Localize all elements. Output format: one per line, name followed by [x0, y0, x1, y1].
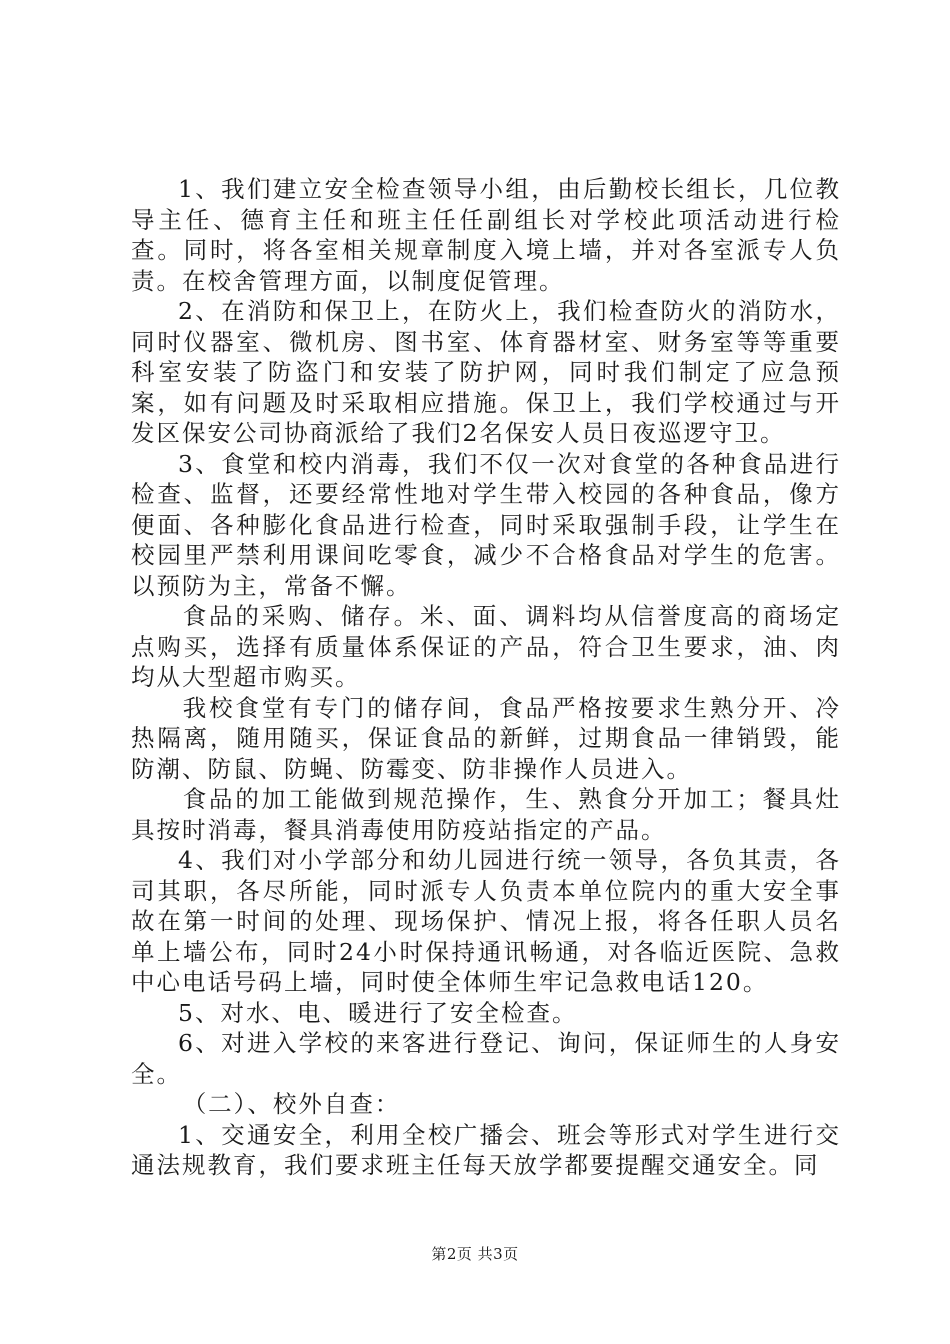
- paragraph-food-processing: 食品的加工能做到规范操作，生、熟食分开加工；餐具灶具按时消毒，餐具消毒使用防疫站指定的产品。: [131, 785, 841, 844]
- document-body: [131, 174, 841, 1181]
- paragraph-visitor-registration: 6、对进入学校的来客进行登记、询问，保证师生的人身安全。: [131, 1029, 841, 1088]
- section-heading-offcampus: （二）、校外自查：: [182, 1090, 401, 1118]
- paragraph-utilities-check: 5、对水、电、暖进行了安全检查。: [178, 998, 578, 1027]
- paragraph-food-storage: 我校食堂有专门的储存间，食品严格按要求生熟分开、冷热隔离，随用随买，保证食品的新鲜，过期食品一律销毁，能防潮、防鼠、防蝇、防霉变、防非操作人员进入。: [131, 693, 841, 783]
- paragraph-fire-security: 2、在消防和保卫上，在防火上，我们检查防火的消防水，同时仪器室、微机房、图书室、体育器材室、财务室等等重要科室安装了防盗门和安装了防护网，同时我们制定了应急预案，如有问题及时采取相应措施。保卫上，我们学校通过与开发区保安公司协商派给了我们2名保安人员日夜巡逻守卫。: [131, 297, 841, 447]
- paragraph-unified-leadership: 4、我们对小学部分和幼儿园进行统一领导，各负其责，各司其职，各尽所能，同时派专人负责本单位院内的重大安全事故在第一时间的处理、现场保护、情况上报，将各任职人员名单上墙公布，同时24小时保持通讯畅通，对各临近医院、急救中心电话号码上墙，同时使全体师生牢记急救电话120。: [131, 846, 841, 996]
- page-number-footer: 第2页 共3页: [431, 1245, 519, 1263]
- paragraph-canteen-disinfection: 3、食堂和校内消毒，我们不仅一次对食堂的各种食品进行检查、监督，还要经常性地对学生带入校园的各种食品，像方便面、各种膨化食品进行检查，同时采取强制手段，让学生在校园里严禁利用课间吃零食，减少不合格食品对学生的危害。以预防为主，常备不懈。: [131, 449, 841, 600]
- paragraph-food-purchase: 食品的采购、储存。米、面、调料均从信誉度高的商场定点购买，选择有质量体系保证的产品，符合卫生要求，油、肉均从大型超市购买。: [131, 602, 841, 691]
- paragraph-safety-team: 1、我们建立安全检查领导小组，由后勤校长组长，几位教导主任、德育主任和班主任任副组长对学校此项活动进行检查。同时，将各室相关规章制度入境上墙，并对各室派专人负责。在校舍管理方面，以制度促管理。: [131, 175, 841, 295]
- paragraph-traffic-safety: 1、交通安全，利用全校广播会、班会等形式对学生进行交通法规教育，我们要求班主任每天放学都要提醒交通安全。同: [131, 1120, 841, 1179]
